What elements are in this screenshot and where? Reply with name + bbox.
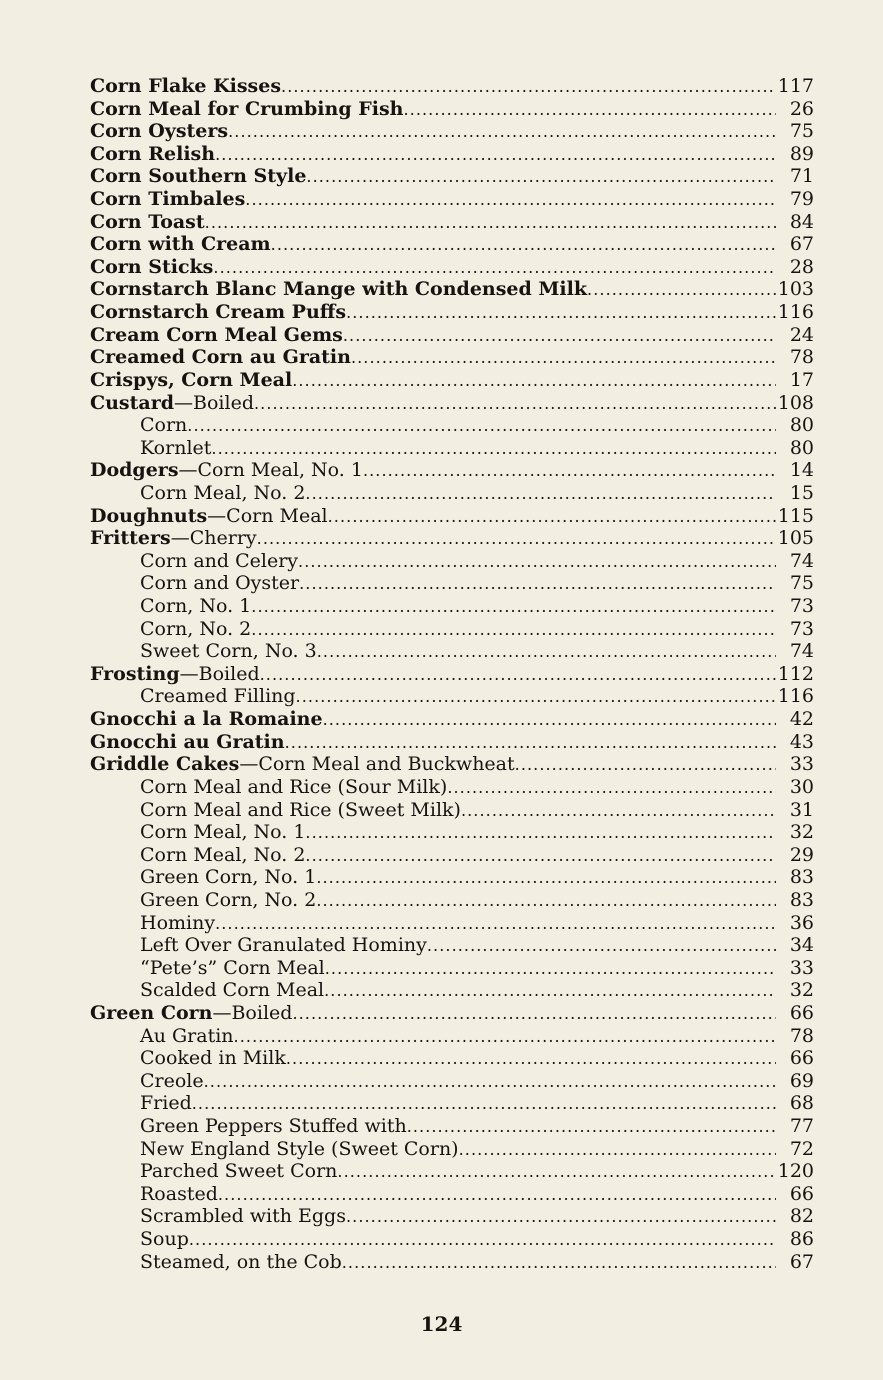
entry-text: Corn, No. 1 xyxy=(140,595,252,618)
index-entry xyxy=(90,256,814,279)
index-subentry xyxy=(90,1183,814,1206)
dot-leader xyxy=(587,279,776,301)
dot-leader xyxy=(245,189,776,211)
entry-heading: Crispys, Corn Meal xyxy=(90,368,293,391)
index-subentry xyxy=(90,1205,814,1228)
entry-page-number: 28 xyxy=(789,255,814,278)
entry-heading: Corn with Cream xyxy=(90,233,271,256)
entry-text: Corn, No. 2 xyxy=(140,617,252,640)
entry-page-number: 32 xyxy=(789,821,814,844)
entry-page-number: 74 xyxy=(789,549,814,572)
dot-leader xyxy=(346,302,776,324)
entry-page-number: 36 xyxy=(789,911,814,934)
dot-leader xyxy=(325,958,776,980)
entry-text: “Pete’s” Corn Meal xyxy=(140,956,325,979)
entry-text: —Corn Meal and Buckwheat xyxy=(239,753,515,776)
dot-leader xyxy=(285,732,776,754)
dot-leader xyxy=(260,664,776,686)
dot-leader xyxy=(299,573,776,595)
index-entry xyxy=(90,165,814,188)
index-list xyxy=(90,75,814,1273)
dot-leader xyxy=(305,483,776,505)
entry-text: Au Gratin xyxy=(140,1024,234,1047)
entry-page-number: 78 xyxy=(789,1024,814,1047)
index-entry xyxy=(90,731,814,754)
page-number: 124 xyxy=(420,1312,463,1336)
entry-page-number: 14 xyxy=(789,459,814,482)
entry-page-number: 67 xyxy=(789,233,814,256)
entry-heading: Griddle Cakes xyxy=(90,753,240,776)
entry-page-number: 79 xyxy=(789,188,814,211)
entry-heading: Green Corn xyxy=(90,1001,213,1024)
entry-page-number: 43 xyxy=(789,730,814,753)
index-subentry xyxy=(90,1160,814,1183)
dot-leader xyxy=(213,257,776,279)
entry-text: Steamed, on the Cob xyxy=(140,1250,342,1273)
index-subentry xyxy=(90,912,814,935)
dot-leader xyxy=(271,234,776,256)
entry-page-number: 103 xyxy=(777,278,814,301)
entry-heading: Corn Oysters xyxy=(90,120,229,143)
index-subentry xyxy=(90,1025,814,1048)
entry-page-number: 26 xyxy=(789,97,814,120)
entry-text: —Boiled xyxy=(212,1001,293,1024)
entry-heading: Corn Timbales xyxy=(90,188,246,211)
index-entry xyxy=(90,301,814,324)
entry-text: Soup xyxy=(140,1228,189,1251)
index-subentry xyxy=(90,1251,814,1274)
entry-text: Corn Meal, No. 2 xyxy=(140,843,306,866)
index-subentry xyxy=(90,1070,814,1093)
entry-page-number: 69 xyxy=(789,1069,814,1092)
entry-text: Corn Meal, No. 2 xyxy=(140,481,306,504)
dot-leader xyxy=(407,1116,776,1138)
index-subentry xyxy=(90,595,814,618)
entry-page-number: 89 xyxy=(789,142,814,165)
index-entry xyxy=(90,753,814,776)
index-subentry xyxy=(90,1115,814,1138)
dot-leader xyxy=(189,1229,776,1251)
dot-leader xyxy=(205,212,776,234)
index-entry xyxy=(90,346,814,369)
entry-heading: Dodgers xyxy=(90,459,179,482)
dot-leader xyxy=(281,76,776,98)
entry-page-number: 66 xyxy=(789,1182,814,1205)
dot-leader xyxy=(316,890,776,912)
index-entry xyxy=(90,278,814,301)
entry-heading: Fritters xyxy=(90,527,171,550)
entry-page-number: 115 xyxy=(777,504,814,527)
entry-page-number: 73 xyxy=(789,595,814,618)
entry-page-number: 24 xyxy=(789,323,814,346)
dot-leader xyxy=(292,1003,776,1025)
dot-leader xyxy=(459,1139,776,1161)
entry-text: Corn xyxy=(140,414,188,437)
entry-page-number: 32 xyxy=(789,979,814,1002)
index-entry xyxy=(90,459,814,482)
dot-leader xyxy=(215,144,776,166)
entry-text: —Corn Meal xyxy=(207,504,328,527)
index-subentry xyxy=(90,957,814,980)
index-entry xyxy=(90,505,814,528)
dot-leader xyxy=(298,551,776,573)
entry-heading: Doughnuts xyxy=(90,504,208,527)
entry-page-number: 15 xyxy=(789,481,814,504)
entry-heading: Corn Relish xyxy=(90,142,216,165)
entry-page-number: 67 xyxy=(789,1250,814,1273)
entry-text: Corn Meal, No. 1 xyxy=(140,821,306,844)
entry-heading: Gnocchi au Gratin xyxy=(90,730,285,753)
entry-page-number: 42 xyxy=(789,708,814,731)
entry-page-number: 78 xyxy=(789,346,814,369)
entry-page-number: 74 xyxy=(789,640,814,663)
index-subentry xyxy=(90,799,814,822)
dot-leader xyxy=(211,438,776,460)
entry-page-number: 73 xyxy=(789,617,814,640)
dot-leader xyxy=(251,596,776,618)
entry-page-number: 66 xyxy=(789,1047,814,1070)
entry-text: Green Corn, No. 1 xyxy=(140,866,317,889)
entry-text: Corn and Celery xyxy=(140,549,299,572)
index-subentry xyxy=(90,844,814,867)
entry-text: Scrambled with Eggs xyxy=(140,1205,346,1228)
dot-leader xyxy=(251,619,776,641)
entry-page-number: 112 xyxy=(777,662,814,685)
entry-text: —Cherry xyxy=(170,527,257,550)
index-entry xyxy=(90,369,814,392)
entry-heading: Cornstarch Cream Puffs xyxy=(90,301,347,324)
dot-leader xyxy=(328,506,776,528)
entry-text: —Boiled xyxy=(179,662,260,685)
dot-leader xyxy=(305,845,776,867)
index-subentry xyxy=(90,437,814,460)
dot-leader xyxy=(403,99,776,121)
dot-leader xyxy=(306,166,776,188)
dot-leader xyxy=(192,1093,776,1115)
entry-text: Green Corn, No. 2 xyxy=(140,888,317,911)
entry-page-number: 75 xyxy=(789,572,814,595)
index-subentry xyxy=(90,1092,814,1115)
index-entry xyxy=(90,708,814,731)
dot-leader xyxy=(215,913,776,935)
entry-text: Corn Meal and Rice (Sweet Milk) xyxy=(140,798,461,821)
entry-heading: Frosting xyxy=(90,662,180,685)
index-entry xyxy=(90,211,814,234)
dot-leader xyxy=(337,1161,775,1183)
dot-leader xyxy=(343,325,776,347)
entry-text: —Boiled xyxy=(174,391,254,414)
dot-leader xyxy=(324,980,776,1002)
entry-heading: Custard xyxy=(90,391,175,414)
entry-page-number: 17 xyxy=(789,368,814,391)
entry-page-number: 30 xyxy=(789,775,814,798)
index-subentry xyxy=(90,776,814,799)
index-entry xyxy=(90,98,814,121)
dot-leader xyxy=(342,1252,776,1274)
dot-leader xyxy=(257,528,776,550)
entry-heading: Corn Sticks xyxy=(90,255,214,278)
entry-page-number: 86 xyxy=(789,1228,814,1251)
dot-leader xyxy=(296,686,776,708)
index-subentry xyxy=(90,866,814,889)
index-entry xyxy=(90,324,814,347)
entry-text: Parched Sweet Corn xyxy=(140,1160,338,1183)
dot-leader xyxy=(316,867,776,889)
dot-leader xyxy=(351,347,776,369)
dot-leader xyxy=(218,1184,776,1206)
entry-heading: Corn Toast xyxy=(90,210,205,233)
dot-leader xyxy=(254,393,776,415)
index-entry xyxy=(90,120,814,143)
entry-heading: Cornstarch Blanc Mange with Condensed Milk xyxy=(90,278,588,301)
entry-text: Kornlet xyxy=(140,436,212,459)
index-subentry xyxy=(90,640,814,663)
entry-page-number: 83 xyxy=(789,888,814,911)
entry-text: Creamed Filling xyxy=(140,685,296,708)
entry-page-number: 33 xyxy=(789,753,814,776)
dot-leader xyxy=(228,121,776,143)
dot-leader xyxy=(204,1071,776,1093)
entry-page-number: 75 xyxy=(789,120,814,143)
entry-heading: Corn Southern Style xyxy=(90,165,307,188)
dot-leader xyxy=(515,754,776,776)
entry-text: Corn and Oyster xyxy=(140,572,300,595)
index-subentry xyxy=(90,572,814,595)
entry-page-number: 84 xyxy=(789,210,814,233)
entry-page-number: 71 xyxy=(789,165,814,188)
index-subentry xyxy=(90,1228,814,1251)
entry-page-number: 116 xyxy=(777,301,814,324)
index-entry xyxy=(90,663,814,686)
entry-text: Corn Meal and Rice (Sour Milk) xyxy=(140,775,448,798)
index-subentry xyxy=(90,1138,814,1161)
dot-leader xyxy=(305,822,776,844)
entry-page-number: 80 xyxy=(789,414,814,437)
entry-page-number: 72 xyxy=(789,1137,814,1160)
dot-leader xyxy=(323,709,776,731)
dot-leader xyxy=(292,370,776,392)
index-subentry xyxy=(90,618,814,641)
dot-leader xyxy=(346,1206,776,1228)
dot-leader xyxy=(427,935,776,957)
entry-heading: Corn Meal for Crumbing Fish xyxy=(90,97,404,120)
entry-page-number: 80 xyxy=(789,436,814,459)
entry-text: New England Style (Sweet Corn) xyxy=(140,1137,459,1160)
entry-page-number: 116 xyxy=(777,685,814,708)
index-subentry xyxy=(90,1047,814,1070)
index-subentry xyxy=(90,685,814,708)
dot-leader xyxy=(234,1026,776,1048)
dot-leader xyxy=(317,641,776,663)
entry-page-number: 117 xyxy=(777,75,814,97)
entry-text: Scalded Corn Meal xyxy=(140,979,325,1002)
dot-leader xyxy=(286,1048,776,1070)
index-entry xyxy=(90,392,814,415)
entry-text: Cooked in Milk xyxy=(140,1047,286,1070)
entry-text: Hominy xyxy=(140,911,216,934)
entry-page-number: 105 xyxy=(777,527,814,550)
entry-heading: Creamed Corn au Gratin xyxy=(90,346,351,369)
index-entry xyxy=(90,1002,814,1025)
entry-page-number: 108 xyxy=(777,391,814,414)
entry-heading: Corn Flake Kisses xyxy=(90,75,282,97)
index-subentry xyxy=(90,934,814,957)
entry-heading: Cream Corn Meal Gems xyxy=(90,323,343,346)
index-subentry xyxy=(90,821,814,844)
index-subentry xyxy=(90,550,814,573)
entry-text: Green Peppers Stuffed with xyxy=(140,1115,407,1138)
entry-page-number: 29 xyxy=(789,843,814,866)
entry-page-number: 83 xyxy=(789,866,814,889)
entry-page-number: 77 xyxy=(789,1115,814,1138)
entry-page-number: 34 xyxy=(789,934,814,957)
dot-leader xyxy=(187,415,776,437)
entry-text: Left Over Granulated Hominy xyxy=(140,934,427,957)
entry-text: Creole xyxy=(140,1069,204,1092)
index-entry xyxy=(90,143,814,166)
entry-heading: Gnocchi a la Romaine xyxy=(90,708,323,731)
entry-text: Sweet Corn, No. 3 xyxy=(140,640,317,663)
dot-leader xyxy=(461,800,776,822)
entry-page-number: 68 xyxy=(789,1092,814,1115)
entry-page-number: 31 xyxy=(789,798,814,821)
index-subentry xyxy=(90,979,814,1002)
entry-text: Fried xyxy=(140,1092,192,1115)
index-subentry xyxy=(90,482,814,505)
dot-leader xyxy=(447,777,776,799)
index-entry xyxy=(90,527,814,550)
index-subentry xyxy=(90,414,814,437)
entry-text: Roasted xyxy=(140,1182,218,1205)
entry-page-number: 82 xyxy=(789,1205,814,1228)
index-entry xyxy=(90,75,814,98)
entry-page-number: 66 xyxy=(789,1001,814,1024)
index-subentry xyxy=(90,889,814,912)
entry-page-number: 33 xyxy=(789,956,814,979)
index-entry xyxy=(90,233,814,256)
entry-text: —Corn Meal, No. 1 xyxy=(178,459,363,482)
dot-leader xyxy=(363,460,776,482)
index-entry xyxy=(90,188,814,211)
entry-page-number: 120 xyxy=(777,1160,814,1183)
